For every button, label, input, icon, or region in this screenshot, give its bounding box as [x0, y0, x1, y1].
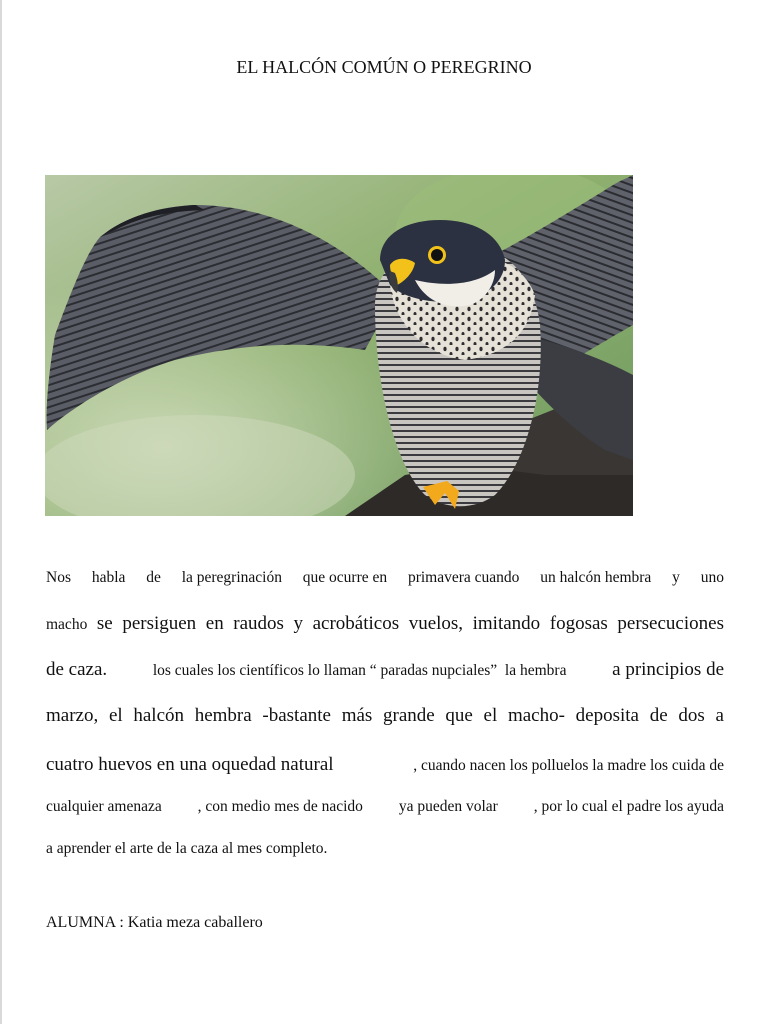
peregrine-falcon-photo	[45, 175, 633, 516]
word: deposita	[575, 705, 639, 726]
word: macho	[46, 616, 88, 633]
word: uno	[700, 569, 724, 586]
word: vuelos,	[408, 613, 464, 634]
text-segment: cualquier amenaza	[46, 798, 162, 815]
word: fogosas	[549, 613, 608, 634]
word: Nos	[46, 569, 71, 586]
word: persiguen	[122, 613, 197, 634]
word: de	[649, 705, 668, 726]
word: macho-	[507, 705, 565, 726]
text-segment: cuatro huevos en una oquedad natural	[46, 754, 334, 775]
word: y	[293, 613, 304, 634]
word: acrobáticos	[312, 613, 400, 634]
page-edge	[0, 0, 2, 1024]
word: raudos	[233, 613, 284, 634]
text-segment: , con medio mes de nacido	[197, 798, 363, 815]
falcon-illustration	[45, 175, 633, 516]
word: de	[146, 569, 161, 586]
paragraph-line-2	[46, 604, 724, 650]
text-segment: , cuando nacen los polluelos la madre los cuida de	[413, 757, 724, 774]
text-segment: los cuales los científicos lo llaman “ paradas nupciales” la hembra	[152, 662, 567, 679]
paragraph-line-4	[46, 696, 724, 745]
word: habla	[91, 569, 126, 586]
word: un halcón hembra	[540, 569, 652, 586]
body-paragraph	[46, 558, 724, 869]
word: hembra	[194, 705, 252, 726]
word: marzo,	[46, 705, 99, 726]
word: halcón	[133, 705, 185, 726]
word: a	[715, 705, 724, 726]
word: se	[96, 613, 113, 634]
document-title: EL HALCÓN COMÚN O PEREGRINO	[236, 57, 532, 77]
text-segment: a principios de	[612, 659, 724, 680]
paragraph-line-1	[46, 558, 724, 604]
word: primavera cuando	[407, 569, 520, 586]
paragraph-line-3	[46, 650, 724, 696]
paragraph-line-5	[46, 745, 724, 787]
word: dos	[678, 705, 705, 726]
word: más	[341, 705, 373, 726]
word: persecuciones	[617, 613, 724, 634]
paragraph-line-6	[46, 787, 724, 829]
word: el	[108, 705, 123, 726]
word: que	[445, 705, 473, 726]
word: -bastante	[262, 705, 331, 726]
word: y	[672, 569, 680, 586]
paragraph-line-7	[46, 829, 724, 869]
word: que ocurre en	[302, 569, 388, 586]
text-segment: , por lo cual el padre los ayuda	[533, 798, 724, 815]
word: imitando	[472, 613, 541, 634]
text-segment: a aprender el arte de la caza al mes completo.	[46, 840, 328, 857]
text-segment: ya pueden volar	[398, 798, 498, 815]
text-segment: de caza.	[46, 659, 108, 680]
student-author: ALUMNA : Katia meza caballero	[46, 914, 263, 931]
word: el	[483, 705, 498, 726]
word: la peregrinación	[181, 569, 282, 586]
word: grande	[383, 705, 435, 726]
word: en	[205, 613, 224, 634]
